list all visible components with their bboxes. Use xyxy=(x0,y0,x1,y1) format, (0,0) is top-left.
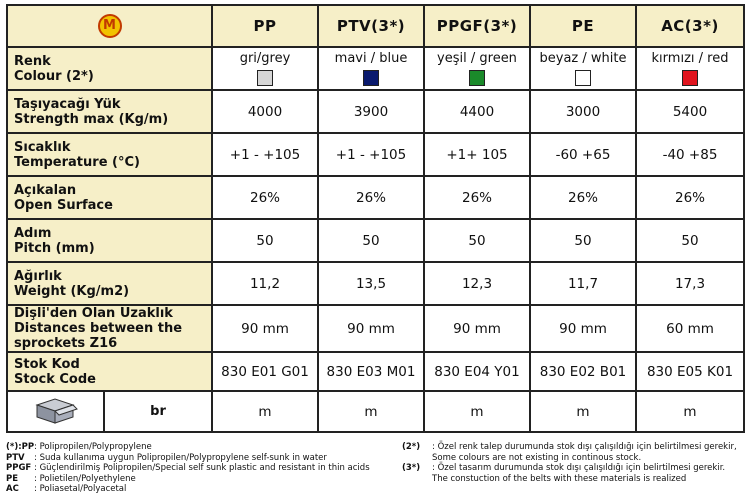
footnote-text: : Poliasetal/Polyacetal xyxy=(34,484,127,494)
row-label-en: Stock Code xyxy=(14,371,96,387)
table-cell: 11,2 xyxy=(212,262,318,305)
column-header-pe: PE xyxy=(530,5,636,47)
table-cell: 26% xyxy=(636,176,744,219)
row-label-en: Weight (Kg/m2) xyxy=(14,283,130,299)
footnote xyxy=(6,484,396,495)
table-cell: 26% xyxy=(212,176,318,219)
footnote-key: (*):PP xyxy=(6,442,35,452)
table-row xyxy=(7,219,744,262)
row-label-en: Strength max (Kg/m) xyxy=(14,111,169,127)
table-cell: +1+ 105 xyxy=(424,133,530,176)
color-name: yeşil / green xyxy=(437,51,517,66)
table-cell: 4400 xyxy=(424,90,530,133)
footnote xyxy=(6,453,396,464)
unit-cell: m xyxy=(530,391,636,432)
row-label-en: Distances between the xyxy=(14,321,183,336)
color-cell xyxy=(636,47,744,90)
row-label-tr: Ağırlık xyxy=(14,268,62,284)
row-label-tr: Dişli'den Olan Uzaklık xyxy=(14,306,173,321)
table-cell: 90 mm xyxy=(530,305,636,352)
table-cell: 830 E01 G01 xyxy=(212,352,318,391)
row-label xyxy=(7,262,212,305)
row-label xyxy=(7,47,212,90)
footnote xyxy=(6,463,396,474)
table-row xyxy=(7,305,744,352)
table-row xyxy=(7,352,744,391)
table-cell: 3900 xyxy=(318,90,424,133)
package-icon-cell xyxy=(7,391,104,432)
table-cell: 12,3 xyxy=(424,262,530,305)
footnote-text: : Güçlendirilmiş Polipropilen/Special self sunk plastic and resistant in thin acids xyxy=(34,463,370,473)
table-cell: 26% xyxy=(318,176,424,219)
row-label xyxy=(7,219,212,262)
table-cell: 50 xyxy=(636,219,744,262)
box-icon xyxy=(33,395,79,425)
footnote-key: PTV xyxy=(6,452,25,463)
footnote-key: PE xyxy=(6,473,19,484)
color-cell xyxy=(212,47,318,90)
footnote xyxy=(402,442,746,453)
column-header-ac: AC(3*) xyxy=(636,5,744,47)
row-label xyxy=(7,133,212,176)
table-cell: 26% xyxy=(530,176,636,219)
brand-logo-icon: M xyxy=(98,14,122,38)
footnote xyxy=(6,474,396,485)
specification-table xyxy=(6,4,745,433)
footnote-text-en: The constuction of the belts with these materials is realized xyxy=(432,473,687,484)
table-cell: 60 mm xyxy=(636,305,744,352)
table-row xyxy=(7,262,744,305)
table-cell: 50 xyxy=(424,219,530,262)
table-cell: 50 xyxy=(530,219,636,262)
footnote-key: PPGF xyxy=(6,463,32,473)
column-header-ptv: PTV(3*) xyxy=(318,5,424,47)
table-cell: 830 E05 K01 xyxy=(636,352,744,391)
unit-cell: m xyxy=(424,391,530,432)
logo-cell xyxy=(7,5,212,47)
footnote-text: : Özel renk talep durumunda stok dışı çalışıldığı için belirtilmesi gerekir, xyxy=(432,442,737,452)
row-label-tr: Açıkalan xyxy=(14,182,77,198)
color-swatch xyxy=(469,70,485,86)
color-cell xyxy=(424,47,530,90)
unit-cell: m xyxy=(212,391,318,432)
table-row xyxy=(7,176,744,219)
footnote-text-en: Some colours are not existing in continous stock. xyxy=(432,452,642,463)
color-name: mavi / blue xyxy=(334,51,408,66)
table-row xyxy=(7,391,744,432)
row-label xyxy=(7,90,212,133)
footnote-text: : Polietilen/Polyethylene xyxy=(34,473,136,484)
table-cell: 90 mm xyxy=(318,305,424,352)
table-cell: 13,5 xyxy=(318,262,424,305)
footnote-key: AC xyxy=(6,484,19,494)
unit-label: br xyxy=(104,391,212,432)
table-cell: 26% xyxy=(424,176,530,219)
table-cell: 90 mm xyxy=(212,305,318,352)
color-swatch xyxy=(575,70,591,86)
table-cell: 11,7 xyxy=(530,262,636,305)
table-cell: 830 E04 Y01 xyxy=(424,352,530,391)
footnote-text: : Özel tasarım durumunda stok dışı çalışıldığı için belirtilmesi gerekir. xyxy=(432,463,726,473)
footnote xyxy=(402,463,746,474)
color-name: gri/grey xyxy=(239,51,291,66)
footnotes-conditions xyxy=(402,442,746,484)
footnote-key: (2*) xyxy=(402,442,421,452)
color-swatch xyxy=(257,70,273,86)
row-label xyxy=(7,176,212,219)
color-swatch xyxy=(363,70,379,86)
footnote-key: (3*) xyxy=(402,463,421,473)
color-cell xyxy=(318,47,424,90)
table-row xyxy=(7,90,744,133)
table-cell: 4000 xyxy=(212,90,318,133)
row-label-tr: Stok Kod xyxy=(14,356,80,372)
row-label-tr: Renk xyxy=(14,53,51,69)
row-label xyxy=(7,305,212,352)
column-header-ppgf: PPGF(3*) xyxy=(424,5,530,47)
color-name: kırmızı / red xyxy=(651,51,729,66)
color-swatch xyxy=(682,70,698,86)
table-cell: 830 E02 B01 xyxy=(530,352,636,391)
table-cell: 90 mm xyxy=(424,305,530,352)
table-cell: 3000 xyxy=(530,90,636,133)
table-cell: +1 - +105 xyxy=(212,133,318,176)
table-cell: 17,3 xyxy=(636,262,744,305)
row-label-tr: Sıcaklık xyxy=(14,139,71,155)
table-cell: 50 xyxy=(212,219,318,262)
unit-cell: m xyxy=(318,391,424,432)
color-cell xyxy=(530,47,636,90)
footnote-text: : Suda kullanıma uygun Polipropilen/Polypropylene self-sunk in water xyxy=(34,452,327,463)
column-header-pp: PP xyxy=(212,5,318,47)
table-cell: 50 xyxy=(318,219,424,262)
footnote-text: : Polipropilen/Polypropylene xyxy=(34,442,152,452)
table-row xyxy=(7,47,744,90)
row-label-en: Colour (2*) xyxy=(14,68,94,84)
row-label-en: Temperature (°C) xyxy=(14,154,140,170)
table-cell: +1 - +105 xyxy=(318,133,424,176)
footnote xyxy=(6,442,396,453)
table-cell: 830 E03 M01 xyxy=(318,352,424,391)
footnotes-materials xyxy=(6,442,396,495)
row-label-tr: Adım xyxy=(14,225,52,241)
row-label-tr: Taşıyacağı Yük xyxy=(14,96,121,112)
row-label-en-2: sprockets Z16 xyxy=(14,336,118,351)
color-name: beyaz / white xyxy=(539,51,627,66)
table-cell: 5400 xyxy=(636,90,744,133)
table-row xyxy=(7,133,744,176)
row-label xyxy=(7,352,212,391)
row-label-en: Open Surface xyxy=(14,197,113,213)
table-cell: -40 +85 xyxy=(636,133,744,176)
unit-cell: m xyxy=(636,391,744,432)
row-label-en: Pitch (mm) xyxy=(14,240,95,256)
table-cell: -60 +65 xyxy=(530,133,636,176)
